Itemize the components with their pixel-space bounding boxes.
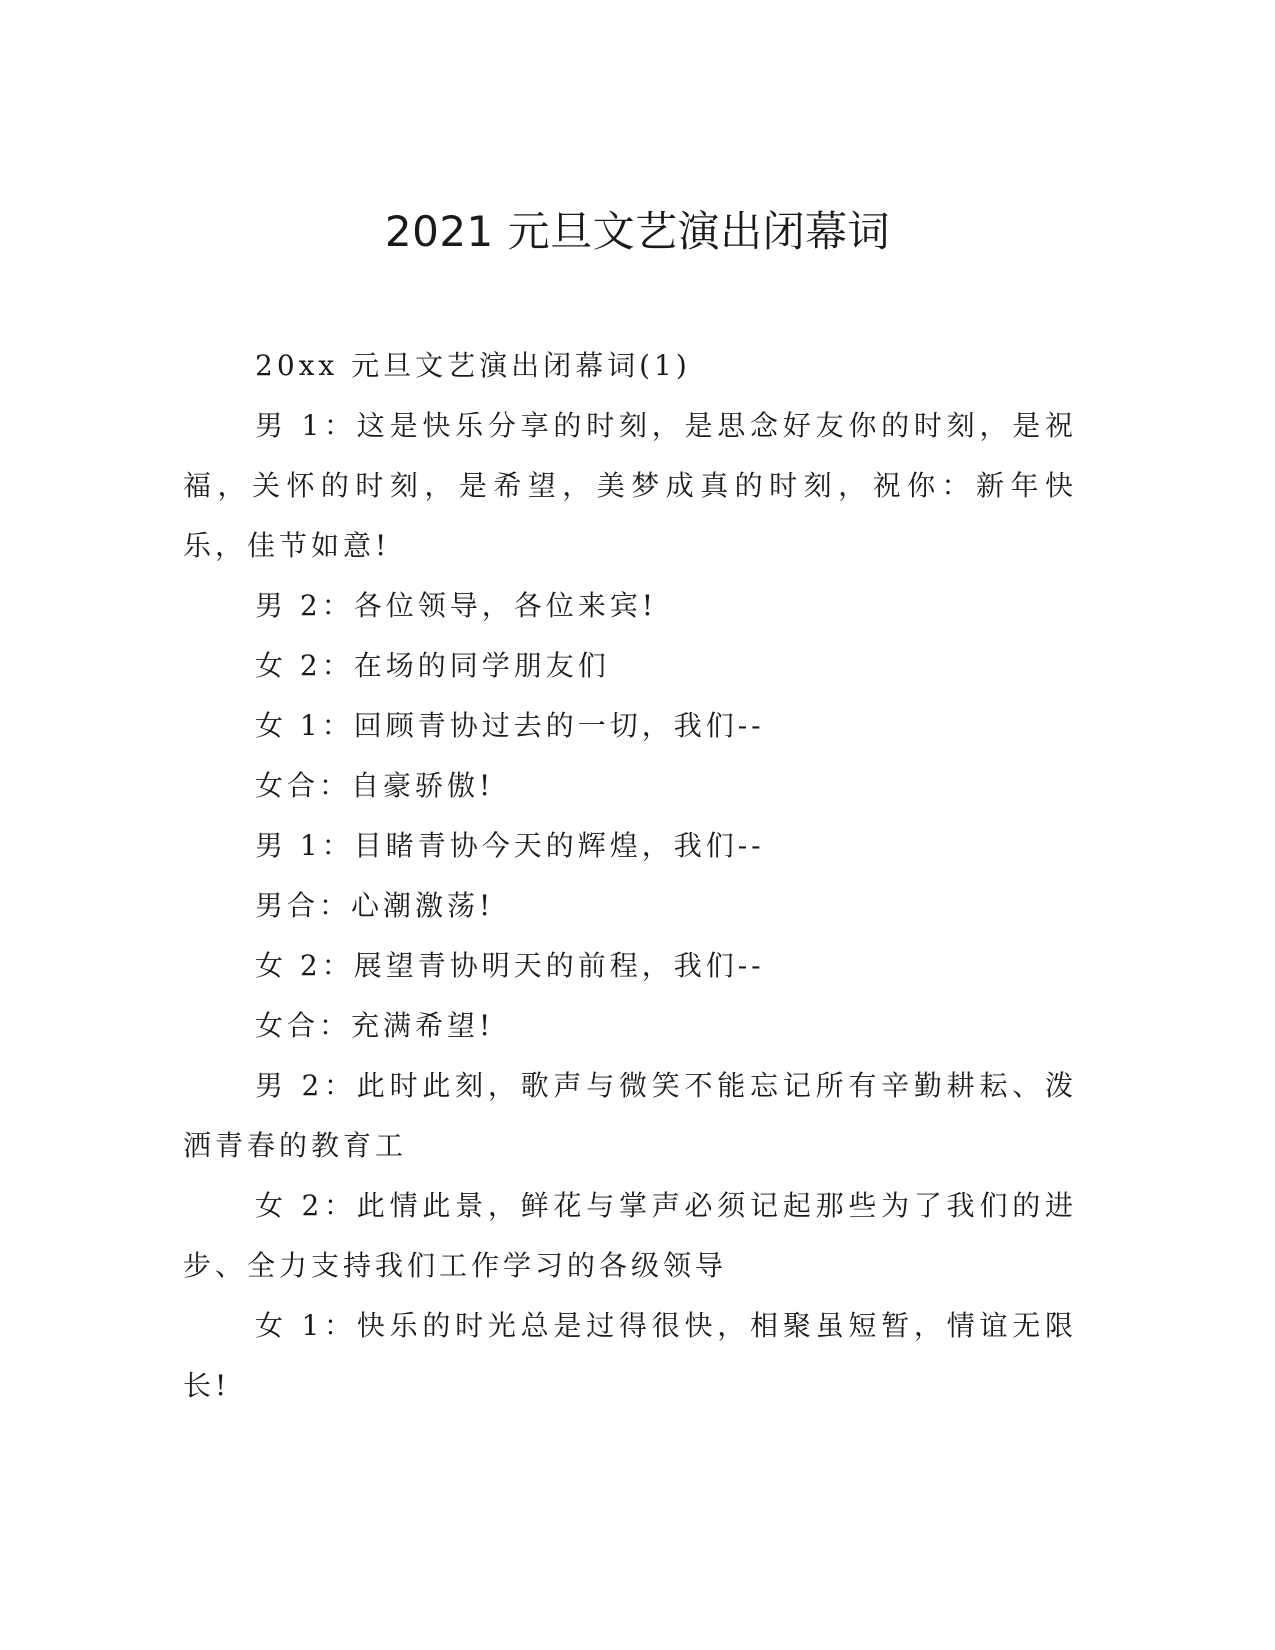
paragraph: 男合：心潮激荡!	[255, 889, 495, 922]
paragraph: 女 1：回顾青协过去的一切，我们--	[255, 709, 765, 742]
paragraph: 女合：自豪骄傲!	[255, 769, 495, 802]
paragraph-heading: 20xx 元旦文艺演出闭幕词(1)	[255, 349, 691, 382]
paragraph: 男 1：这是快乐分享的时刻，是思念好友你的时刻，是祝福，关怀的时刻，是希望，美梦成真的时刻，祝你：新年快乐，佳节如意!	[183, 409, 1077, 562]
document-title: 2021 元旦文艺演出闭幕词	[384, 207, 891, 256]
paragraph: 男 2：此时此刻，歌声与微笑不能忘记所有辛勤耕耘、泼洒青春的教育工	[183, 1069, 1077, 1162]
paragraph: 男 2：各位领导，各位来宾!	[255, 589, 657, 622]
paragraph: 女 2：在场的同学朋友们	[255, 649, 610, 682]
paragraph: 女 2：展望青协明天的前程，我们--	[255, 949, 765, 982]
paragraph: 女 2：此情此景，鲜花与掌声必须记起那些为了我们的进步、全力支持我们工作学习的各级领导	[183, 1189, 1077, 1282]
paragraph: 女 1：快乐的时光总是过得很快，相聚虽短暂，情谊无限长!	[183, 1309, 1077, 1402]
paragraph: 男 1：目睹青协今天的辉煌，我们--	[255, 829, 765, 862]
paragraph: 女合：充满希望!	[255, 1009, 495, 1042]
document-body	[183, 336, 1077, 1416]
